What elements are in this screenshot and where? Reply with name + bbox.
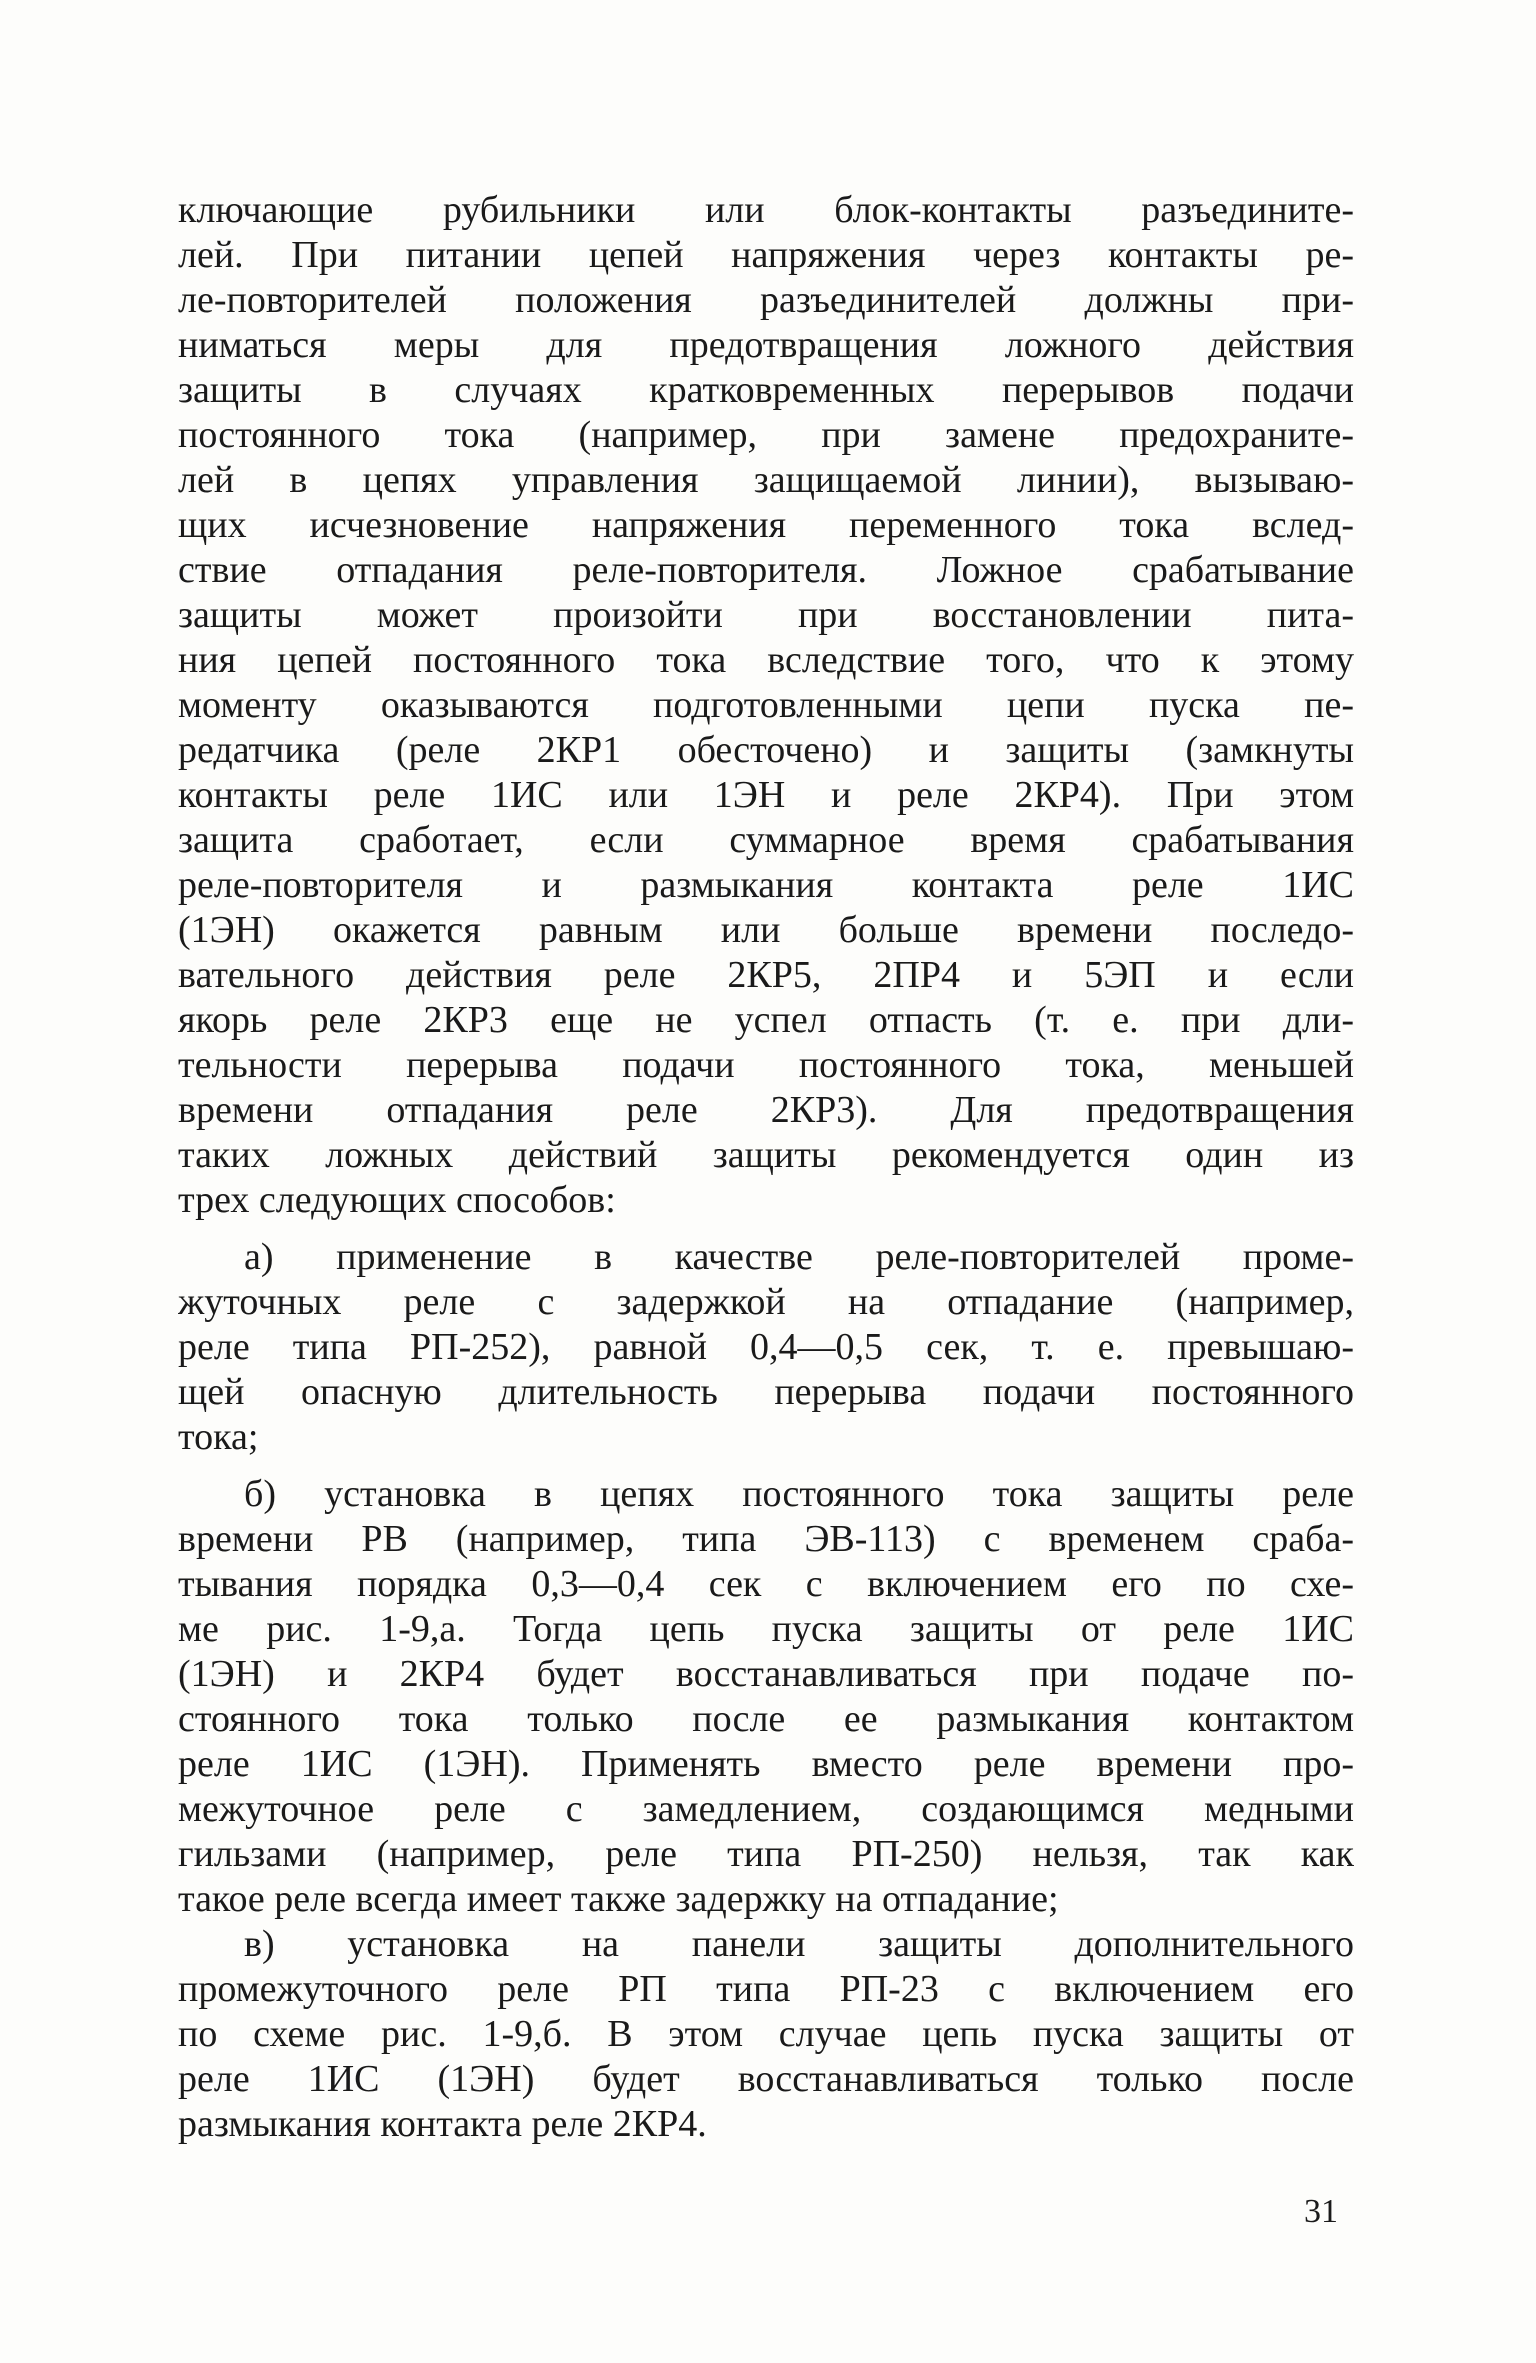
- paragraph-item-c: [178, 1922, 1354, 2147]
- text-line: а) применение в качестве реле-повторителей проме-: [244, 1236, 1354, 1278]
- text-line: таких ложных действий защиты рекомендуется один из: [178, 1134, 1354, 1176]
- text-line: ствие отпадания реле-повторителя. Ложное срабатывание: [178, 549, 1354, 591]
- text-line: (1ЭН) и 2КР4 будет восстанавливаться при подаче по-: [178, 1653, 1354, 1695]
- text-line: гильзами (например, реле типа РП-250) нельзя, так как: [178, 1833, 1354, 1875]
- text-line: жуточных реле с задержкой на отпадание (например,: [178, 1281, 1354, 1323]
- text-line: размыкания контакта реле 2КР4.: [178, 2103, 707, 2145]
- text-line: реле 1ИС (1ЭН) будет восстанавливаться только после: [178, 2058, 1354, 2100]
- text-line: редатчика (реле 2КР1 обесточено) и защиты (замкнуты: [178, 729, 1354, 771]
- text-line: в) установка на панели защиты дополнительного: [244, 1923, 1354, 1965]
- text-line: ниматься меры для предотвращения ложного действия: [178, 324, 1354, 366]
- text-line: такое реле всегда имеет также задержку на отпадание;: [178, 1878, 1059, 1920]
- page-text: [178, 188, 1354, 2147]
- paragraph-gap: [178, 1223, 1354, 1235]
- paragraph-item-b: [178, 1472, 1354, 1922]
- paragraph-gap: [178, 1460, 1354, 1472]
- text-line: моменту оказываются подготовленными цепи пуска пе-: [178, 684, 1354, 726]
- text-line: контакты реле 1ИС или 1ЭН и реле 2КР4). При этом: [178, 774, 1354, 816]
- text-line: тельности перерыва подачи постоянного тока, меньшей: [178, 1044, 1354, 1086]
- text-line: щей опасную длительность перерыва подачи постоянного: [178, 1371, 1354, 1413]
- text-line: межуточное реле с замедлением, создающимся медными: [178, 1788, 1354, 1830]
- text-line: б) установка в цепях постоянного тока защиты реле: [244, 1473, 1354, 1515]
- text-line: реле-повторителя и размыкания контакта реле 1ИС: [178, 864, 1354, 906]
- text-line: тока;: [178, 1416, 259, 1458]
- text-line: лей. При питании цепей напряжения через контакты ре-: [178, 234, 1354, 276]
- text-line: тывания порядка 0,3—0,4 сек с включением его по схе-: [178, 1563, 1354, 1605]
- paragraph-item-a: [178, 1235, 1354, 1460]
- text-line: ния цепей постоянного тока вследствие того, что к этому: [178, 639, 1354, 681]
- paragraph-main: [178, 188, 1354, 1223]
- text-line: времени РВ (например, типа ЭВ-113) с временем сраба-: [178, 1518, 1354, 1560]
- page-number: 31: [1304, 2193, 1338, 2230]
- text-line: лей в цепях управления защищаемой линии), вызываю-: [178, 459, 1354, 501]
- text-line: ключающие рубильники или блок-контакты разъедините-: [178, 189, 1354, 231]
- text-line: постоянного тока (например, при замене предохраните-: [178, 414, 1354, 456]
- text-line: якорь реле 2КР3 еще не успел отпасть (т. е. при дли-: [178, 999, 1354, 1041]
- text-line: стоянного тока только после ее размыкания контактом: [178, 1698, 1354, 1740]
- text-line: вательного действия реле 2КР5, 2ПР4 и 5ЭП и если: [178, 954, 1354, 996]
- text-line: трех следующих способов:: [178, 1179, 616, 1221]
- text-line: времени отпадания реле 2КР3). Для предотвращения: [178, 1089, 1354, 1131]
- text-line: защита сработает, если суммарное время срабатывания: [178, 819, 1354, 861]
- text-line: защиты может произойти при восстановлении пита-: [178, 594, 1354, 636]
- text-line: ме рис. 1-9,а. Тогда цепь пуска защиты от реле 1ИС: [178, 1608, 1354, 1650]
- text-line: по схеме рис. 1-9,б. В этом случае цепь пуска защиты от: [178, 2013, 1354, 2055]
- text-line: реле 1ИС (1ЭН). Применять вместо реле времени про-: [178, 1743, 1354, 1785]
- text-line: щих исчезновение напряжения переменного тока вслед-: [178, 504, 1354, 546]
- text-line: ле-повторителей положения разъединителей должны при-: [178, 279, 1354, 321]
- text-line: реле типа РП-252), равной 0,4—0,5 сек, т. е. превышаю-: [178, 1326, 1354, 1368]
- text-line: (1ЭН) окажется равным или больше времени последо-: [178, 909, 1354, 951]
- text-line: защиты в случаях кратковременных перерывов подачи: [178, 369, 1354, 411]
- text-line: промежуточного реле РП типа РП-23 с включением его: [178, 1968, 1354, 2010]
